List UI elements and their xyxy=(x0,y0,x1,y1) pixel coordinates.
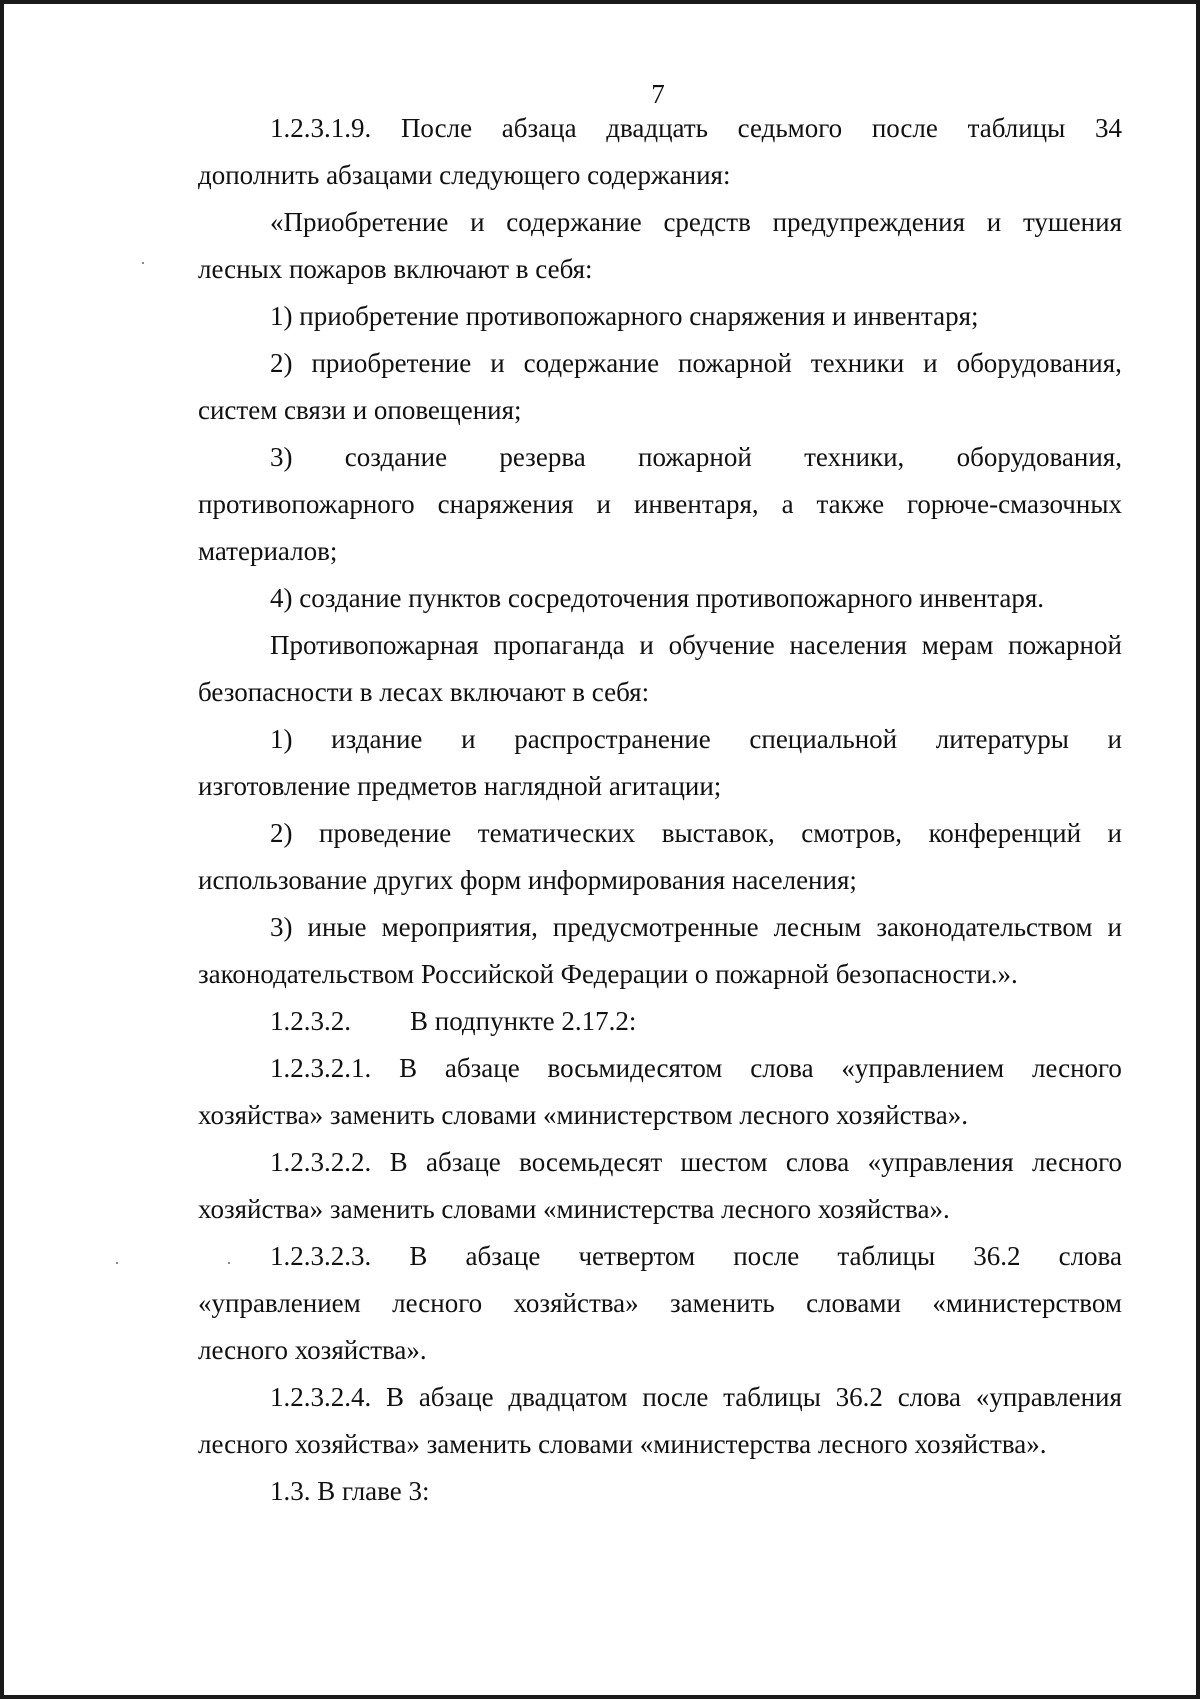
word: литературы xyxy=(935,724,1069,754)
word: восемьдесят xyxy=(519,1147,663,1177)
word: «управления xyxy=(867,1147,1014,1177)
word: хозяйства» xyxy=(513,1288,639,1318)
word: выставок, xyxy=(661,818,775,848)
paragraph-13-line-1 xyxy=(198,1139,1122,1186)
word: пожарной xyxy=(1008,630,1122,660)
word: и xyxy=(1107,912,1122,942)
word: специальной xyxy=(749,724,898,754)
word: «управлением xyxy=(841,1053,1005,1083)
paragraph-10-line-2: законодательством Российской Федерации о пожарной безопасности.». xyxy=(198,959,1018,989)
word: пожарной xyxy=(638,442,752,472)
word: иные xyxy=(307,912,367,942)
paragraph-4-line-1 xyxy=(198,340,1122,387)
word: абзаце xyxy=(418,1382,494,1412)
word: приобретение xyxy=(311,348,472,378)
word: 1.2.3.2.1. xyxy=(270,1053,372,1083)
word: резерва xyxy=(499,442,586,472)
word: и xyxy=(1107,818,1122,848)
word: техники, xyxy=(804,442,905,472)
word: и xyxy=(596,489,611,519)
word: лесного xyxy=(1032,1147,1122,1177)
word: содержание xyxy=(523,348,660,378)
word: инвентаря, xyxy=(633,489,759,519)
word: слова xyxy=(750,1053,814,1083)
word: После xyxy=(400,113,473,143)
word: «Приобретение xyxy=(270,207,449,237)
word: предупреждения xyxy=(772,207,966,237)
word: оборудования, xyxy=(956,442,1122,472)
word: 3) xyxy=(270,442,293,472)
word: четвертом xyxy=(578,1241,696,1271)
word: тематических xyxy=(477,818,636,848)
word: законодательством xyxy=(876,912,1093,942)
word: тушения xyxy=(1022,207,1122,237)
word: слова xyxy=(785,1147,850,1177)
word: пожарной xyxy=(678,348,792,378)
word: абзаце xyxy=(444,1053,520,1083)
word: создание xyxy=(344,442,448,472)
word: проведение xyxy=(319,818,452,848)
word: и xyxy=(986,207,1002,237)
paragraph-2-line-1 xyxy=(198,199,1122,246)
list-item-equipment: 1) приобретение противопожарного снаряжения и инвентаря; xyxy=(270,301,979,331)
word: слова xyxy=(897,1382,962,1412)
word: 1.2.3.2.4. xyxy=(270,1382,372,1412)
word: шестом xyxy=(680,1147,768,1177)
word: 34 xyxy=(1094,113,1122,143)
word: 36.2 xyxy=(973,1241,1021,1271)
word: после xyxy=(871,113,938,143)
word: и xyxy=(923,348,938,378)
word: после xyxy=(642,1382,709,1412)
paragraph-12-line-1 xyxy=(198,1045,1122,1092)
word: и xyxy=(639,630,654,660)
scan-speck xyxy=(142,262,144,264)
word: таблицы xyxy=(723,1382,821,1412)
clause-1-2-3-2 xyxy=(198,998,1122,1045)
word: «министерством xyxy=(932,1288,1122,1318)
paragraph-5-line-2 xyxy=(198,481,1122,528)
word: 36.2 xyxy=(835,1382,883,1412)
word: горюче-смазочных xyxy=(907,489,1122,519)
word: 2) xyxy=(270,818,293,848)
word: обучение xyxy=(668,630,775,660)
word: двадцатом xyxy=(508,1382,628,1412)
word: смотров, xyxy=(801,818,903,848)
word: а xyxy=(781,489,794,519)
paragraph-9-line-2: использование других форм информирования населения; xyxy=(198,865,857,895)
word: и xyxy=(1107,724,1122,754)
word: средств xyxy=(663,207,751,237)
word: и xyxy=(490,348,505,378)
paragraph-9-line-1 xyxy=(198,810,1122,857)
word: 3) xyxy=(270,912,293,942)
paragraph-15-line-1 xyxy=(198,1374,1122,1421)
word: восьмидесятом xyxy=(547,1053,723,1083)
word: В xyxy=(386,1382,405,1412)
word: 1) xyxy=(270,724,293,754)
word: седьмого xyxy=(737,113,843,143)
paragraph-7-line-2: безопасности в лесах включают в себя: xyxy=(198,677,650,707)
word: предусмотренные xyxy=(552,912,759,942)
paragraph-8-line-1 xyxy=(198,716,1122,763)
paragraph-1-line-2: дополнить абзацами следующего содержания: xyxy=(198,160,731,190)
paragraph-8-line-2: изготовление предметов наглядной агитации; xyxy=(198,771,722,801)
scan-speck xyxy=(228,1262,230,1264)
word: мерам xyxy=(921,630,994,660)
list-item-points: 4) создание пунктов сосредоточения противопожарного инвентаря. xyxy=(270,583,1045,613)
word: техники xyxy=(810,348,905,378)
word: таблицы xyxy=(967,113,1066,143)
paragraph-10-line-1 xyxy=(198,904,1122,951)
section-heading-chapter-3: 1.3. В главе 3: xyxy=(270,1476,430,1506)
paragraph-5-line-1 xyxy=(198,434,1122,481)
paragraph-2-line-2: лесных пожаров включают в себя: xyxy=(198,254,593,284)
word: двадцать xyxy=(606,113,708,143)
paragraph-5-line-3: материалов; xyxy=(198,536,338,566)
word: 1.2.3.2.2. xyxy=(270,1147,372,1177)
word: конференций xyxy=(928,818,1082,848)
word: издание xyxy=(331,724,423,754)
document-body xyxy=(198,105,1122,1515)
word: абзаце xyxy=(465,1241,541,1271)
word: 1.2.3.2.3. xyxy=(270,1241,372,1271)
word: противопожарного xyxy=(198,489,415,519)
word: В xyxy=(389,1147,408,1177)
word: Противопожарная xyxy=(270,630,479,660)
word: и xyxy=(461,724,476,754)
paragraph-13-line-2: хозяйства» заменить словами «министерства лесного хозяйства». xyxy=(198,1194,950,1224)
word: снаряжения xyxy=(437,489,574,519)
paragraph-12-line-2: хозяйства» заменить словами «министерством лесного хозяйства». xyxy=(198,1100,969,1130)
paragraph-15-line-2: лесного хозяйства» заменить словами «министерства лесного хозяйства». xyxy=(198,1429,1047,1459)
word: В xyxy=(399,1053,418,1083)
paragraph-1-line-1 xyxy=(198,105,1122,152)
word: абзаца xyxy=(501,113,577,143)
clause-text: В подпункте 2.17.2: xyxy=(410,1006,637,1036)
paragraph-4-line-2: систем связи и оповещения; xyxy=(198,395,522,425)
word: словами xyxy=(806,1288,901,1318)
word: распространение xyxy=(514,724,711,754)
word: оборудования, xyxy=(956,348,1122,378)
word: абзаце xyxy=(425,1147,501,1177)
word: лесного xyxy=(1031,1053,1122,1083)
word: 1.2.3.1.9. xyxy=(270,113,372,143)
word: населения xyxy=(789,630,907,660)
word: пропаганда xyxy=(493,630,625,660)
word: «управлением xyxy=(198,1288,361,1318)
paragraph-7-line-1 xyxy=(198,622,1122,669)
word: содержание xyxy=(506,207,642,237)
page-number: 7 xyxy=(651,79,665,109)
paragraph-14-line-2 xyxy=(198,1280,1122,1327)
paragraph-14-line-1 xyxy=(198,1233,1122,1280)
word: заменить xyxy=(669,1288,775,1318)
word: 2) xyxy=(270,348,293,378)
word: лесного xyxy=(392,1288,483,1318)
paragraph-14-line-3: лесного хозяйства». xyxy=(198,1335,427,1365)
word: таблицы xyxy=(837,1241,936,1271)
word: также xyxy=(816,489,885,519)
clause-number: 1.2.3.2. xyxy=(270,1006,351,1036)
word: слова xyxy=(1058,1241,1122,1271)
word: «управления xyxy=(975,1382,1122,1412)
word: после xyxy=(733,1241,800,1271)
scan-speck xyxy=(116,1262,118,1264)
word: лесным xyxy=(773,912,862,942)
word: мероприятия, xyxy=(381,912,538,942)
word: В xyxy=(409,1241,428,1271)
word: и xyxy=(470,207,485,237)
